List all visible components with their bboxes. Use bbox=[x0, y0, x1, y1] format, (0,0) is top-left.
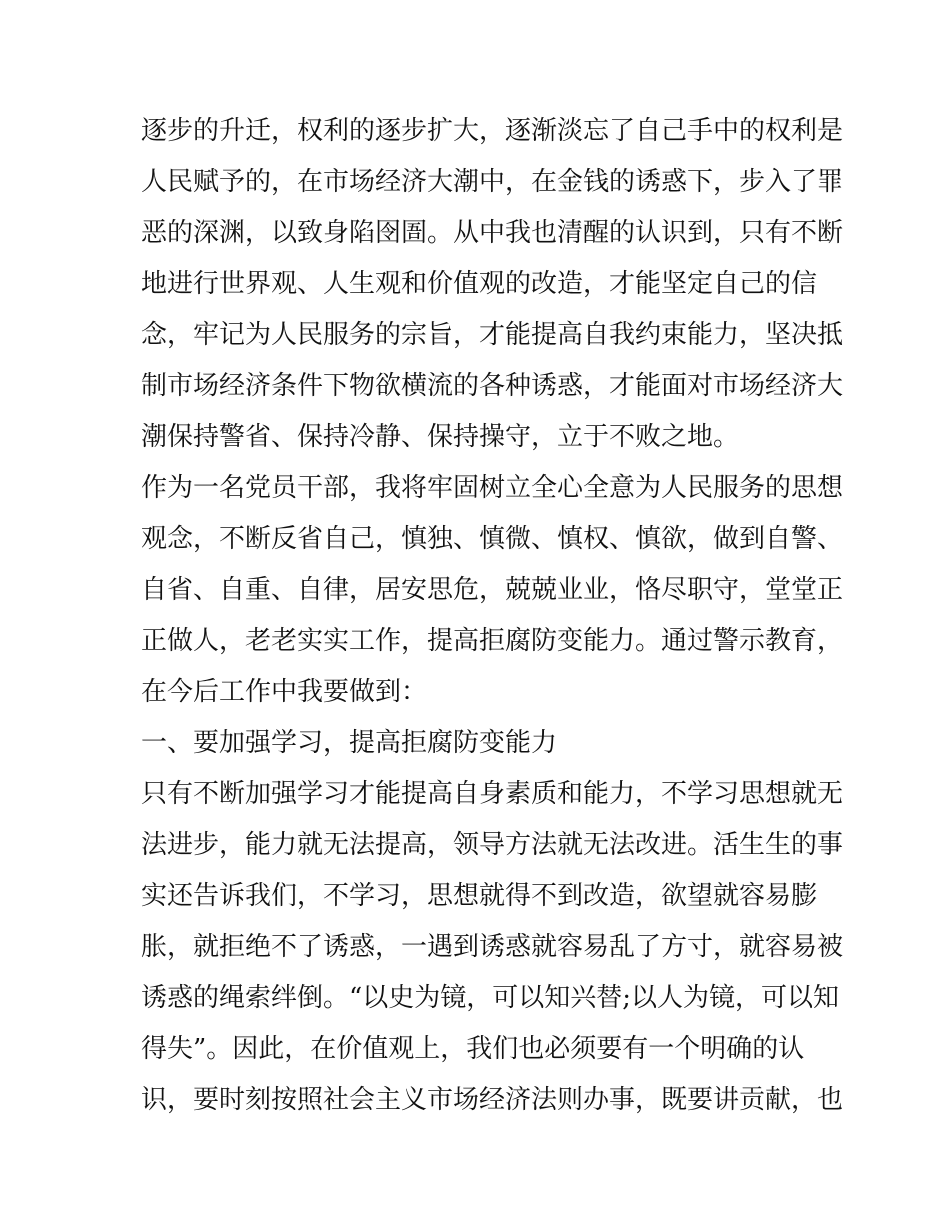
text-line-3: 恶的深渊，以致身陷囹圄。从中我也清醒的认识到，只有不断 bbox=[141, 218, 844, 248]
text-line-9: 观念，不断反省自己，慎独、慎微、慎权、慎欲，做到自警、 bbox=[141, 524, 844, 554]
text-line-2: 人民赋予的，在市场经济大潮中，在金钱的诱惑下，步入了罪 bbox=[141, 167, 844, 197]
text-line-10: 自省、自重、自律，居安思危，兢兢业业，恪尽职守，堂堂正 bbox=[141, 575, 844, 605]
text-line-18: 诱惑的绳索绊倒。“以史为镜，可以知兴替;以人为镜，可以知 bbox=[141, 983, 840, 1013]
section-heading: 一、要加强学习，提高拒腐防变能力 bbox=[141, 728, 558, 758]
text-line-5: 念，牢记为人民服务的宗旨，才能提高自我约束能力，坚决抵 bbox=[141, 320, 844, 350]
text-line-15: 法进步，能力就无法提高，领导方法就无法改进。活生生的事 bbox=[141, 830, 844, 860]
document-body bbox=[141, 106, 844, 1126]
text-line-7: 潮保持警省、保持冷静、保持操守，立于不败之地。 bbox=[141, 422, 740, 452]
text-line-19: 得失”。因此，在价值观上，我们也必须要有一个明确的认 bbox=[141, 1034, 805, 1064]
text-line-14: 只有不断加强学习才能提高自身素质和能力，不学习思想就无 bbox=[141, 779, 844, 809]
text-line-17: 胀，就拒绝不了诱惑，一遇到诱惑就容易乱了方寸，就容易被 bbox=[141, 932, 844, 962]
text-line-1: 逐步的升迁，权利的逐步扩大，逐渐淡忘了自己手中的权利是 bbox=[141, 116, 844, 146]
text-line-6: 制市场经济条件下物欲横流的各种诱惑，才能面对市场经济大 bbox=[141, 371, 844, 401]
text-line-11: 正做人，老老实实工作，提高拒腐防变能力。通过警示教育， bbox=[141, 626, 844, 656]
text-line-8: 作为一名党员干部，我将牢固树立全心全意为人民服务的思想 bbox=[141, 473, 844, 503]
text-line-12: 在今后工作中我要做到： bbox=[141, 677, 428, 707]
text-line-20: 识，要时刻按照社会主义市场经济法则办事，既要讲贡献，也 bbox=[141, 1085, 844, 1115]
text-line-4: 地进行世界观、人生观和价值观的改造，才能坚定自己的信 bbox=[141, 269, 818, 299]
text-line-16: 实还告诉我们，不学习，思想就得不到改造，欲望就容易膨 bbox=[141, 881, 818, 911]
